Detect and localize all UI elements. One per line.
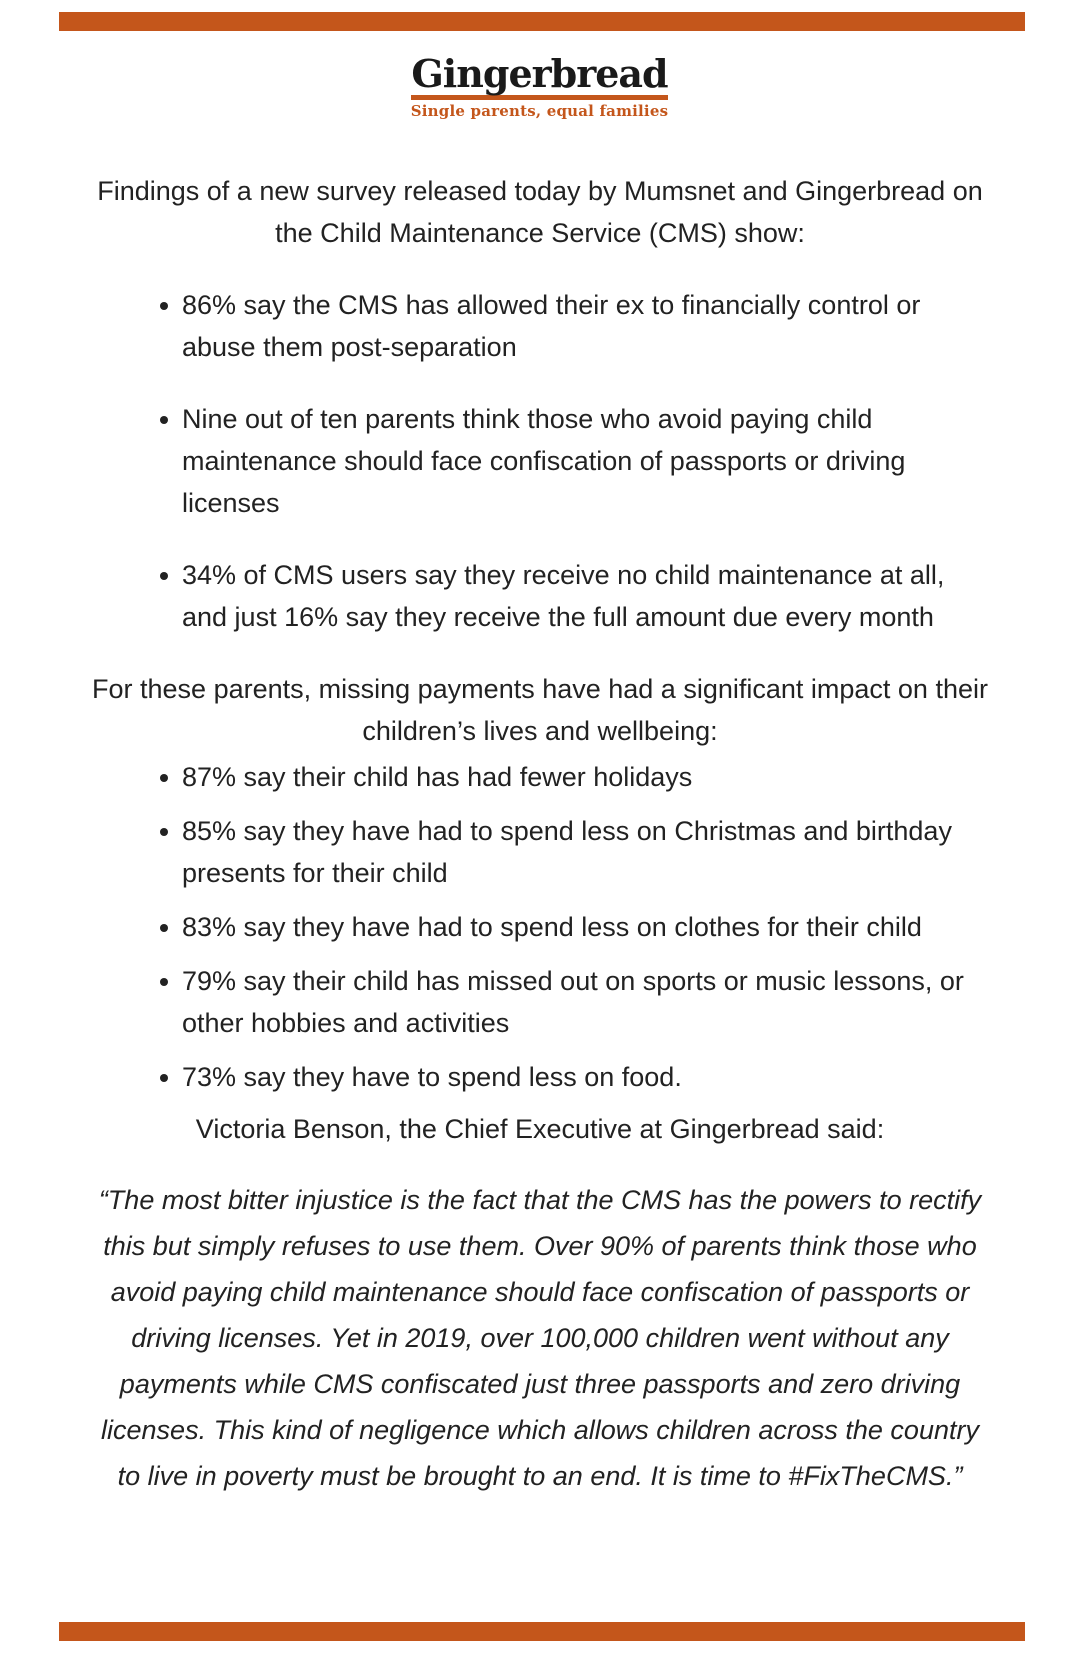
article-body (90, 170, 990, 1499)
impact-item: 87% say their child has had fewer holidays (182, 756, 990, 798)
logo-wordmark: Gingerbread (411, 54, 668, 100)
impacts-list (90, 756, 990, 1098)
finding-item: 34% of CMS users say they receive no child maintenance at all, and just 16% say they receive the full amount due every month (182, 554, 990, 638)
top-accent-bar (59, 12, 1025, 31)
impact-item: 73% say they have to spend less on food. (182, 1056, 990, 1098)
intro-paragraph: Findings of a new survey released today by Mumsnet and Gingerbread on the Child Maintenance Service (CMS) show: (97, 176, 983, 248)
logo-tagline: Single parents, equal families (410, 102, 669, 120)
impact-item: 83% say they have had to spend less on clothes for their child (182, 906, 990, 948)
ceo-quote: “The most bitter injustice is the fact that the CMS has the powers to rectify this but simply refuses to use them. Over 90% of parents think those who avoid paying child maintenance should face confiscation of passports or driving licenses. Yet in 2019, over 100,000 children went without any payments while CMS confiscated just three passports and zero driving licenses. This kind of negligence which allows children across the country to live in poverty must be brought to an end. It is time to #FixTheCMS.” (98, 1185, 982, 1491)
findings-list (90, 284, 990, 638)
quote-attribution: Victoria Benson, the Chief Executive at Gingerbread said: (195, 1114, 885, 1144)
finding-item: 86% say the CMS has allowed their ex to financially control or abuse them post-separation (182, 284, 990, 368)
impact-item: 85% say they have had to spend less on Christmas and birthday presents for their child (182, 810, 990, 894)
finding-item: Nine out of ten parents think those who avoid paying child maintenance should face confiscation of passports or driving licenses (182, 398, 990, 524)
gingerbread-logo (0, 51, 1079, 121)
bottom-accent-bar (59, 1622, 1025, 1641)
impact-item: 79% say their child has missed out on sports or music lessons, or other hobbies and activities (182, 960, 990, 1044)
impact-intro: For these parents, missing payments have had a significant impact on their children’s lives and wellbeing: (92, 674, 988, 746)
